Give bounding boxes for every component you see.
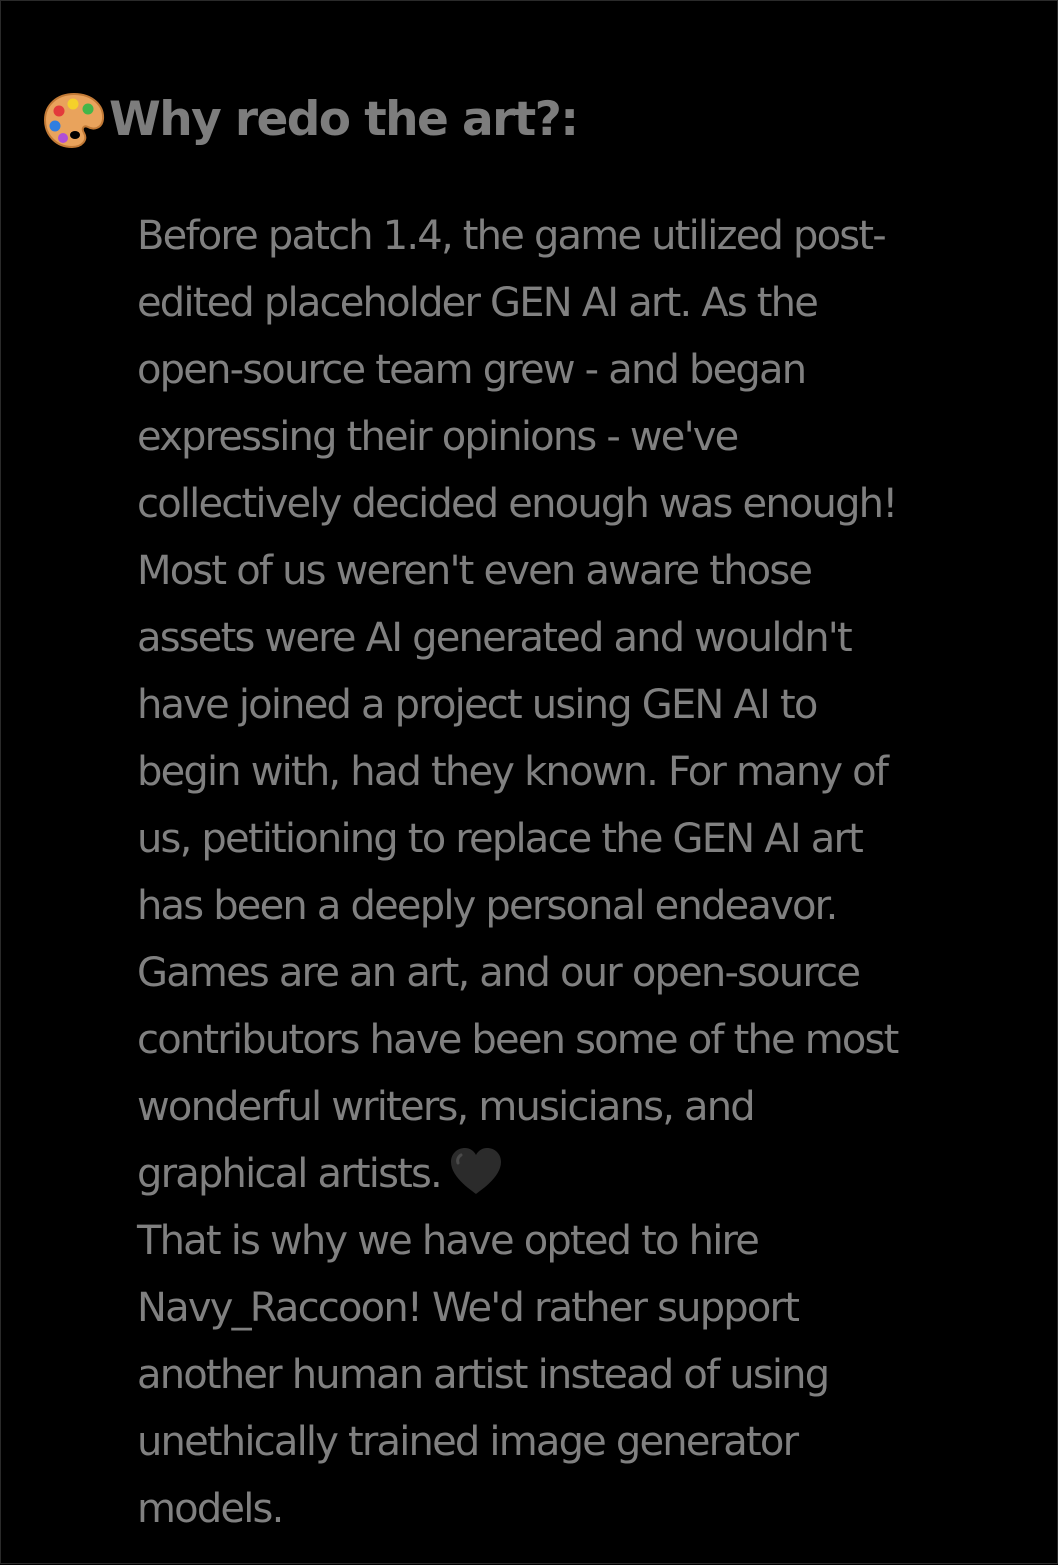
palette-icon bbox=[41, 89, 107, 151]
body-line: have joined a project using GEN AI to bbox=[137, 682, 817, 728]
section-heading bbox=[41, 85, 577, 155]
body-line: open-source team grew - and began bbox=[137, 347, 806, 393]
body-line: expressing their opinions - we've bbox=[137, 414, 738, 460]
body-line: That is why we have opted to hire bbox=[137, 1218, 759, 1264]
body-line: Most of us weren't even aware those bbox=[137, 548, 812, 594]
art-explanation-section bbox=[1, 1, 1058, 1565]
body-line: us, petitioning to replace the GEN AI art bbox=[137, 816, 862, 862]
body-line: another human artist instead of using bbox=[137, 1352, 829, 1398]
body-line: Before patch 1.4, the game utilized post- bbox=[137, 213, 885, 259]
body-line: has been a deeply personal endeavor. bbox=[137, 883, 837, 929]
body-line: begin with, had they known. For many of bbox=[137, 749, 888, 795]
body-line-with-heart bbox=[137, 1141, 1017, 1208]
body-line: Games are an art, and our open-source bbox=[137, 950, 860, 996]
body-line: edited placeholder GEN AI art. As the bbox=[137, 280, 818, 326]
body-line: collectively decided enough was enough! bbox=[137, 481, 897, 527]
body-line: contributors have been some of the most bbox=[137, 1017, 898, 1063]
body-text bbox=[137, 203, 1017, 1543]
body-line: Navy_Raccoon! We'd rather support bbox=[137, 1285, 799, 1331]
body-line: wonderful writers, musicians, and bbox=[137, 1084, 754, 1130]
black-heart-icon bbox=[447, 1145, 505, 1197]
body-line: assets were AI generated and wouldn't bbox=[137, 615, 851, 661]
body-line: models. bbox=[137, 1486, 283, 1532]
body-line: unethically trained image generator bbox=[137, 1419, 798, 1465]
heading-title: Why redo the art?: bbox=[109, 92, 578, 147]
body-line-text: graphical artists. bbox=[137, 1151, 441, 1197]
